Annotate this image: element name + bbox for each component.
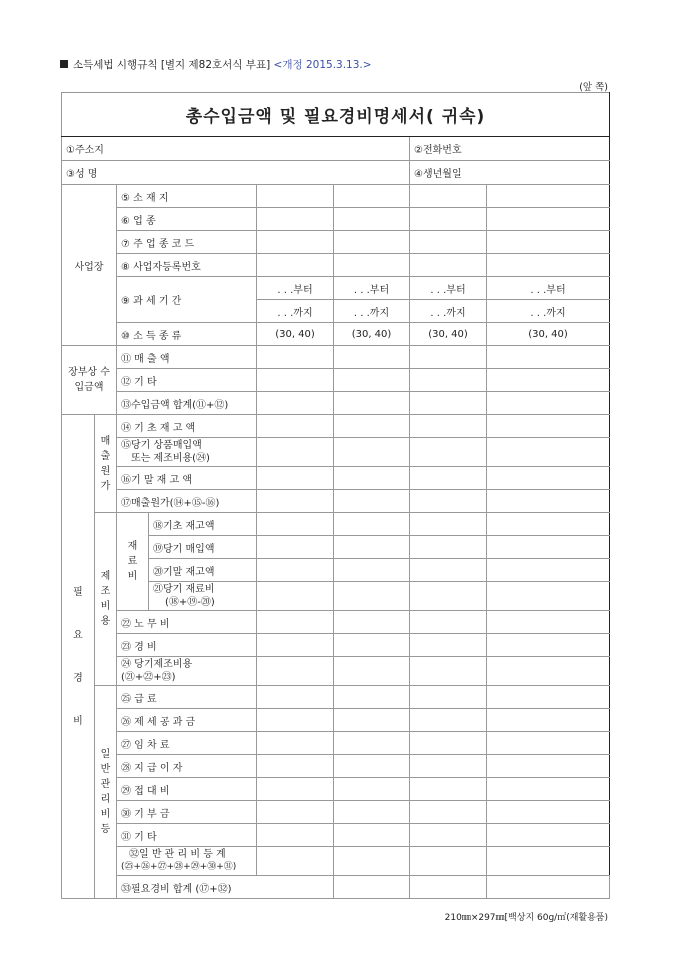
cell[interactable] [410,536,487,559]
cell[interactable] [410,755,487,778]
revision-note: <개정 2015.3.13.> [273,59,372,71]
cell[interactable] [410,467,487,490]
cogs-group-label [95,415,117,513]
taxes-label: ㉖ 제 세 공 과 금 [117,709,257,732]
rent-label: ㉗ 임 차 료 [117,732,257,755]
cell[interactable] [257,755,334,778]
cell[interactable] [487,208,610,231]
cell[interactable] [257,231,334,254]
cell[interactable] [410,559,487,582]
period-from[interactable]: . . .부터 [257,277,334,300]
cell[interactable] [487,824,610,847]
statement-form-table [61,92,610,899]
mat-total-label [149,582,257,611]
cell[interactable] [334,801,410,824]
cell[interactable] [410,438,487,467]
cell[interactable] [334,513,410,536]
cell[interactable] [257,392,334,415]
cell[interactable] [334,490,410,513]
cell[interactable] [334,778,410,801]
purchase-label [117,438,257,467]
mfg-total-line1: ㉔ 당기제조비용 [121,659,193,670]
cell[interactable] [410,254,487,277]
cell[interactable] [334,438,410,467]
cell[interactable] [410,824,487,847]
cell[interactable] [487,231,610,254]
expense-grand-total-label: ㉝필요경비 합계 (⑰+㉜) [117,876,334,899]
income-code: (30, 40) [334,323,410,346]
cell[interactable] [410,611,487,634]
cell[interactable] [487,559,610,582]
period-from[interactable]: . . .부터 [487,277,610,300]
cell[interactable] [487,657,610,686]
cell[interactable] [410,346,487,369]
mfg-total-label [117,657,257,686]
tax-period-label: ⑨ 과 세 기 간 [117,277,257,323]
income-type-label: ⑩ 소 득 종 류 [117,323,257,346]
cell[interactable] [257,634,334,657]
period-to[interactable]: . . .까지 [410,300,487,323]
income-code: (30, 40) [257,323,334,346]
cell[interactable] [487,801,610,824]
cell[interactable] [334,732,410,755]
cell[interactable] [410,778,487,801]
cell[interactable] [257,611,334,634]
mat-total-line2: (⑱+⑲-⑳) [165,597,215,608]
cell[interactable] [257,778,334,801]
end-inventory-label: ⑯기 말 재 고 액 [117,467,257,490]
overhead-label: ㉓ 경 비 [117,634,257,657]
cell[interactable] [487,438,610,467]
expense-group-text: 필 요 경 비 [73,586,83,727]
mfg-group-text: 제 조 비 용 [100,571,111,627]
industry-label: ⑥ 업 종 [117,208,257,231]
mat-begin-label: ⑱기초 재고액 [149,513,257,536]
period-from[interactable]: . . .부터 [334,277,410,300]
cell[interactable] [257,559,334,582]
donation-label: ㉚ 기 부 금 [117,801,257,824]
form-label: 소득세법 시행규칙 [별지 제82호서식 부표] [73,59,271,71]
mat-end-label: ⑳기말 재고액 [149,559,257,582]
birthdate-field[interactable]: ④생년월일 [410,161,610,185]
income-code: (30, 40) [487,323,610,346]
cell[interactable] [487,536,610,559]
cell[interactable] [334,392,410,415]
phone-field[interactable]: ②전화번호 [410,137,610,161]
cell[interactable] [257,208,334,231]
period-to[interactable]: . . .까지 [487,300,610,323]
cell[interactable] [410,513,487,536]
other-revenue-label: ⑫ 기 타 [117,369,257,392]
cell[interactable] [257,415,334,438]
cell[interactable] [410,732,487,755]
cell[interactable] [487,876,610,899]
interest-label: ㉘ 지 급 이 자 [117,755,257,778]
cell[interactable] [410,490,487,513]
revenue-group-text: 장부상 수입금액 [68,367,110,393]
square-bullet-icon [60,60,68,68]
cell[interactable] [257,657,334,686]
cell[interactable] [410,876,487,899]
cell[interactable] [410,185,487,208]
cell[interactable] [487,778,610,801]
cell[interactable] [334,185,410,208]
cell[interactable] [487,709,610,732]
cell[interactable] [487,686,610,709]
cell[interactable] [334,611,410,634]
cell[interactable] [334,559,410,582]
form-header [60,57,372,72]
admin-group-text: 일 반 관 리 비 등 [100,749,111,835]
cell[interactable] [487,392,610,415]
cell[interactable] [487,634,610,657]
cell[interactable] [334,847,410,876]
purchase-line1: ⑮당기 상품매입액 [121,440,202,451]
cell[interactable] [410,709,487,732]
business-group-label: 사업장 [62,185,117,346]
cell[interactable] [334,231,410,254]
cell[interactable] [334,824,410,847]
cell[interactable] [487,513,610,536]
cell[interactable] [334,657,410,686]
cell[interactable] [257,513,334,536]
entertainment-label: ㉙ 접 대 비 [117,778,257,801]
admin-group-label [95,686,117,899]
cell[interactable] [410,415,487,438]
cogs-group-text: 매 출 원 가 [100,435,111,492]
cell[interactable] [410,801,487,824]
income-code: (30, 40) [410,323,487,346]
mfg-group-label [95,513,117,686]
begin-inventory-label: ⑭ 기 초 재 고 액 [117,415,257,438]
admin-total-line2: (㉕+㉖+㉗+㉘+㉙+㉚+㉛) [121,862,237,872]
cell[interactable] [410,392,487,415]
mat-total-line1: ㉑당기 재료비 [153,584,215,595]
material-group-label [117,513,149,611]
cell[interactable] [257,709,334,732]
cell[interactable] [487,369,610,392]
address-field[interactable]: ①주소지 [62,137,410,161]
cell[interactable] [487,732,610,755]
cell[interactable] [334,755,410,778]
cell[interactable] [487,467,610,490]
material-group-text: 재 료 비 [127,541,138,582]
cell[interactable] [410,686,487,709]
location-label: ⑤ 소 재 지 [117,185,257,208]
registration-number-label: ⑧ 사업자등록번호 [117,254,257,277]
revenue-total-label: ⑬수입금액 합계(⑪+⑫) [117,392,257,415]
period-to[interactable]: . . .까지 [334,300,410,323]
cell[interactable] [334,254,410,277]
period-to[interactable]: . . .까지 [257,300,334,323]
admin-total-line1: ㉜일 반 관 리 비 등 계 [129,849,226,860]
name-field[interactable]: ③성 명 [62,161,410,185]
cell[interactable] [487,490,610,513]
cell[interactable] [334,369,410,392]
admin-total-label [117,847,257,876]
cell[interactable] [257,536,334,559]
cell[interactable] [334,709,410,732]
cell[interactable] [257,490,334,513]
cell[interactable] [257,847,334,876]
cell[interactable] [410,582,487,611]
cell[interactable] [334,346,410,369]
mat-purchase-label: ⑲당기 매입액 [149,536,257,559]
cell[interactable] [334,208,410,231]
cell[interactable] [257,686,334,709]
cell[interactable] [257,369,334,392]
cell[interactable] [257,582,334,611]
mfg-total-line2: (㉑+㉒+㉓) [121,672,176,683]
paper-spec-footer: 210㎜×297㎜[백상지 60g/㎡(재활용품) [444,913,608,923]
form-title: 총수입금액 및 필요경비명세서( 귀속) [62,93,610,137]
industry-code-label: ⑦ 주 업 종 코 드 [117,231,257,254]
cell[interactable] [257,732,334,755]
cell[interactable] [334,582,410,611]
cell[interactable] [487,185,610,208]
cell[interactable] [487,582,610,611]
cell[interactable] [257,824,334,847]
cell[interactable] [257,254,334,277]
cell[interactable] [487,254,610,277]
cell[interactable] [410,634,487,657]
cell[interactable] [334,415,410,438]
purchase-line2: 또는 제조비용(㉔) [131,453,210,464]
page-side-label: (앞 쪽) [579,82,608,93]
cell[interactable] [410,208,487,231]
cell[interactable] [487,415,610,438]
salary-label: ㉕ 급 료 [117,686,257,709]
revenue-group-label [62,346,117,415]
cell[interactable] [257,185,334,208]
cell[interactable] [487,847,610,876]
cell[interactable] [334,876,410,899]
cell[interactable] [257,346,334,369]
period-from[interactable]: . . .부터 [410,277,487,300]
cell[interactable] [410,657,487,686]
cell[interactable] [487,346,610,369]
cell[interactable] [334,634,410,657]
cell[interactable] [334,467,410,490]
cell[interactable] [410,369,487,392]
cogs-total-label: ⑰매출원가(⑭+⑮-⑯) [117,490,257,513]
other-admin-label: ㉛ 기 타 [117,824,257,847]
cell[interactable] [334,686,410,709]
cell[interactable] [410,847,487,876]
expense-group-label [62,415,95,899]
sales-label: ⑪ 매 출 액 [117,346,257,369]
cell[interactable] [257,467,334,490]
cell[interactable] [257,438,334,467]
cell[interactable] [334,536,410,559]
cell[interactable] [487,611,610,634]
cell[interactable] [257,801,334,824]
cell[interactable] [410,231,487,254]
cell[interactable] [487,755,610,778]
labor-label: ㉒ 노 무 비 [117,611,257,634]
